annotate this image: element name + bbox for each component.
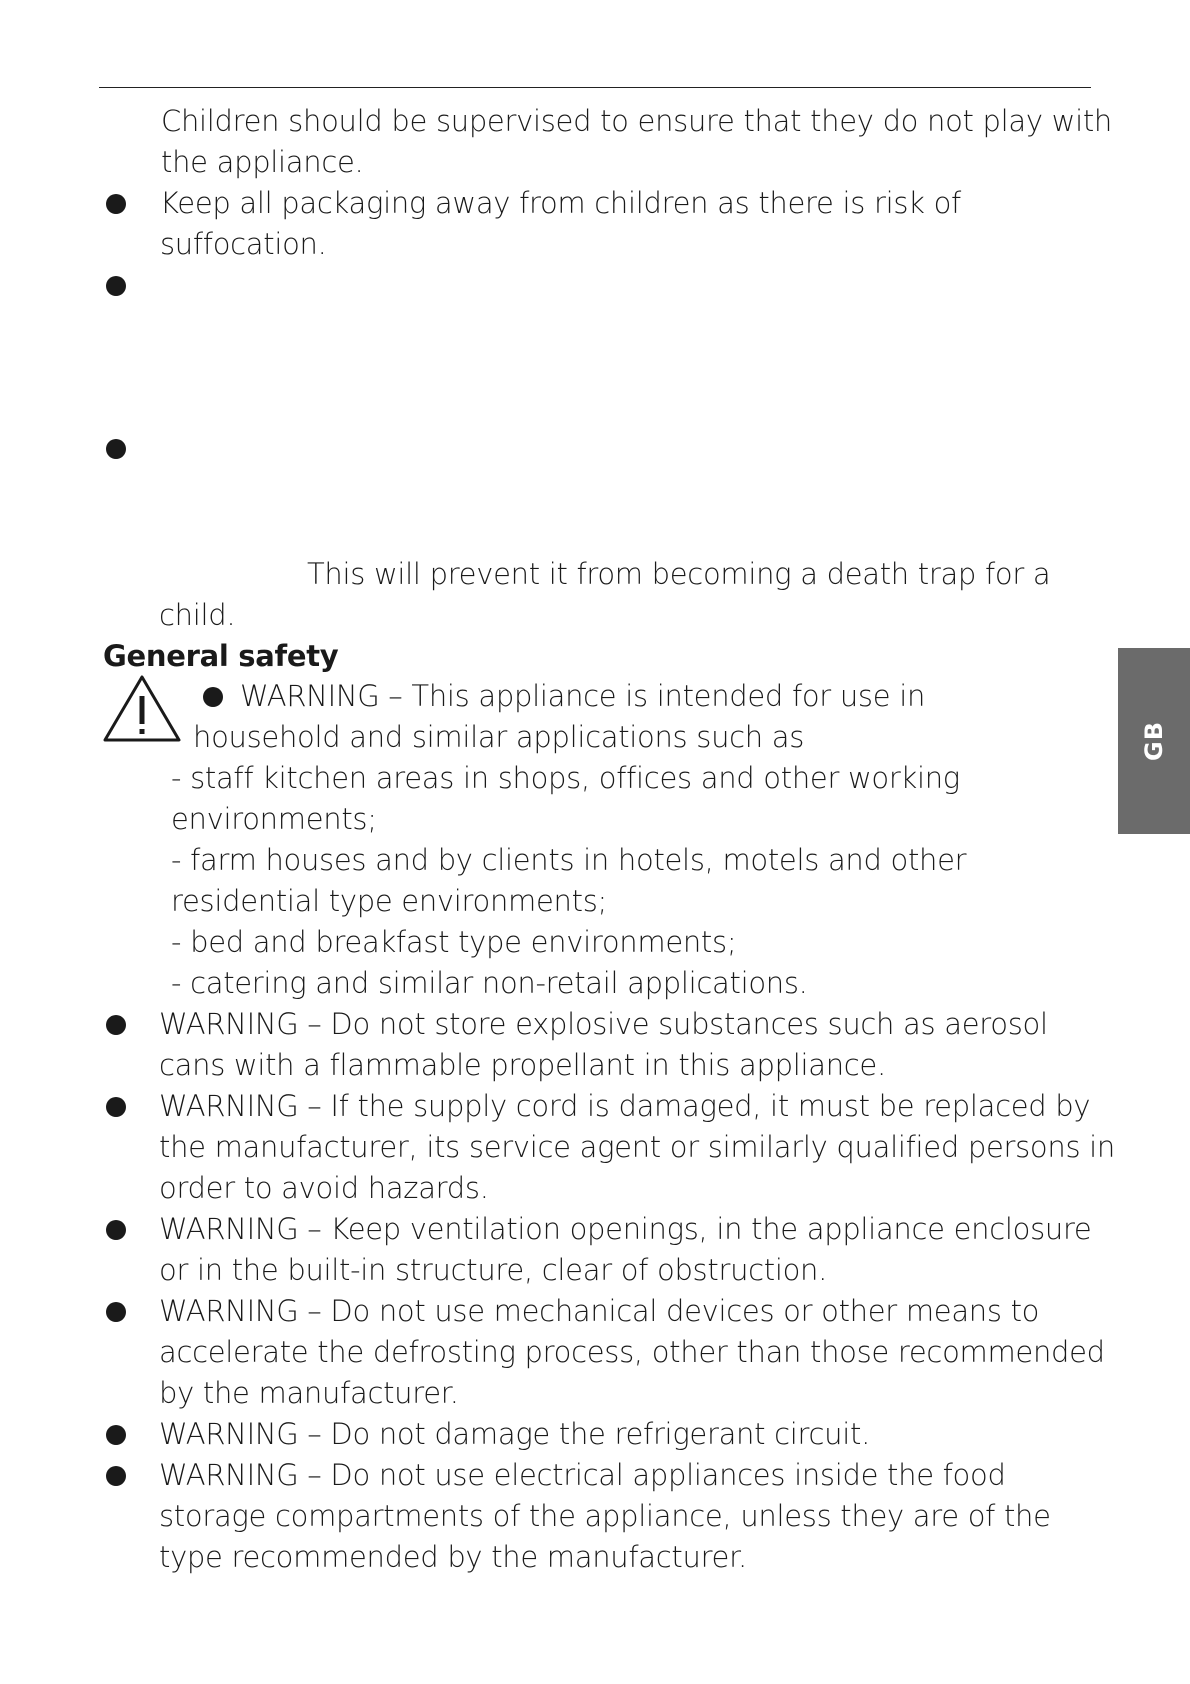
warning-line: WARNING – Do not damage the refrigerant circuit. (159, 1417, 870, 1451)
warning-line: storage compartments of the appliance, unless they are of the (159, 1499, 1051, 1533)
language-tab-label: GB (1140, 721, 1168, 761)
language-tab (1118, 648, 1190, 834)
use-line: residential type environments; (171, 884, 607, 918)
warning-line: order to avoid hazards. (159, 1171, 489, 1205)
bullet-icon (106, 194, 126, 214)
bullet-icon (106, 1425, 126, 1445)
bullet-icon (203, 687, 223, 707)
warning-line: WARNING – Do not store explosive substances such as aerosol (159, 1007, 1048, 1041)
warning-line: WARNING – Do not use mechanical devices or other means to (159, 1294, 1040, 1328)
warning-line: the manufacturer, its service agent or similarly qualified persons in (159, 1130, 1116, 1164)
use-line: environments; (171, 802, 377, 836)
use-line: - bed and breakfast type environments; (171, 925, 737, 959)
intro-line: the appliance. (161, 145, 364, 179)
warning-line: type recommended by the manufacturer. (159, 1540, 747, 1574)
intro-line: Children should be supervised to ensure that they do not play with (161, 104, 1112, 138)
section-heading: General safety (103, 639, 339, 673)
warning-line: WARNING – Do not use electrical appliances inside the food (159, 1458, 1006, 1492)
warning-triangle-icon (102, 674, 182, 744)
warning-line: by the manufacturer. (159, 1376, 459, 1410)
warning-line: WARNING – If the supply cord is damaged, it must be replaced by (159, 1089, 1091, 1123)
packaging-line: suffocation. (160, 227, 327, 261)
use-line: - staff kitchen areas in shops, offices and other working (171, 761, 960, 795)
trap-line: This will prevent it from becoming a death trap for a (307, 557, 1051, 591)
bullet-icon (106, 1220, 126, 1240)
use-line: - catering and similar non-retail applications. (171, 966, 808, 1000)
warning-line: WARNING – Keep ventilation openings, in the appliance enclosure (159, 1212, 1092, 1246)
top-rule (99, 87, 1091, 88)
use-line: - farm houses and by clients in hotels, motels and other (171, 843, 967, 877)
bullet-icon (106, 439, 126, 459)
bullet-icon (106, 1466, 126, 1486)
packaging-line: Keep all packaging away from children as there is risk of (160, 186, 961, 220)
bullet-icon (106, 1097, 126, 1117)
warning-intro-line: WARNING – This appliance is intended for use in (240, 679, 926, 713)
warning-line: cans with a flammable propellant in this appliance. (159, 1048, 886, 1082)
warning-line: or in the built-in structure, clear of obstruction. (159, 1253, 828, 1287)
bullet-icon (106, 1302, 126, 1322)
bullet-icon (106, 1015, 126, 1035)
trap-line: child. (159, 598, 236, 632)
warning-line: accelerate the defrosting process, other than those recommended (159, 1335, 1105, 1369)
warning-intro-line: household and similar applications such as (193, 720, 805, 754)
bullet-icon (106, 276, 126, 296)
